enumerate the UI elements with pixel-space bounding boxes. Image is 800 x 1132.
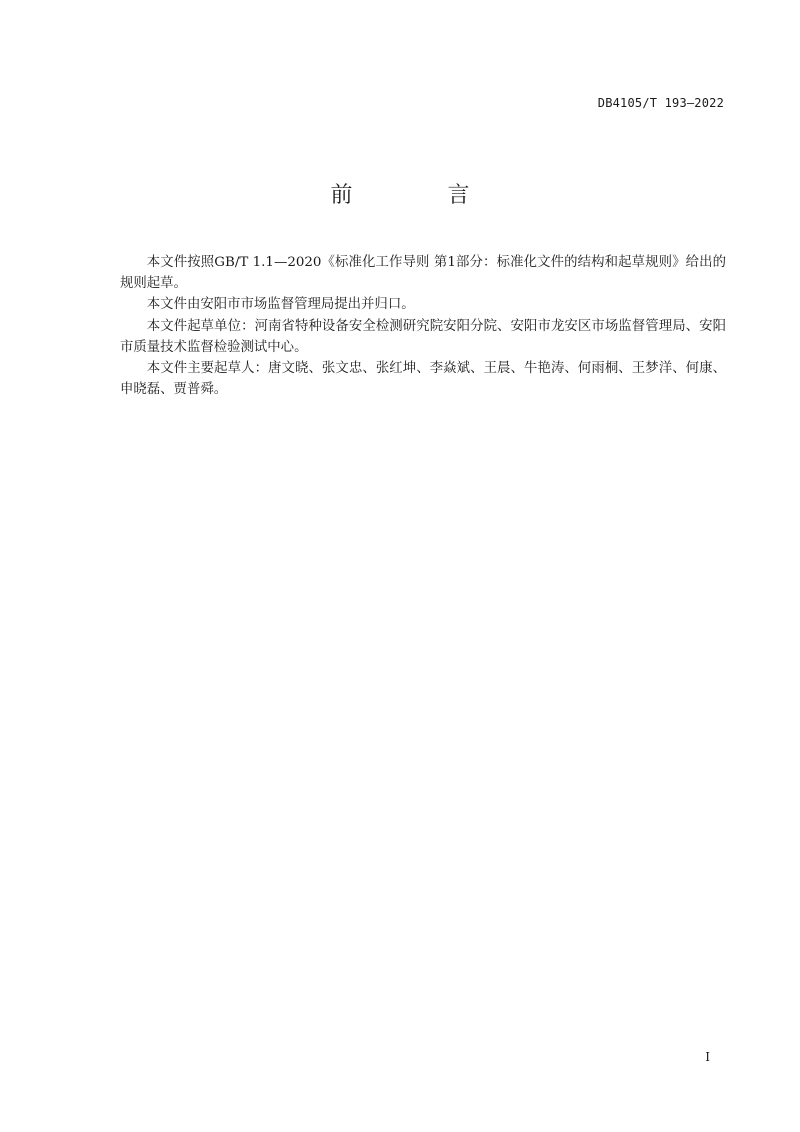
paragraph-drafting-units: 本文件起草单位：河南省特种设备安全检测研究院安阳分院、安阳市龙安区市场监督管理局、安阳市质量技术监督检验测试中心。 (120, 318, 726, 355)
paragraph-proposer: 本文件由安阳市市场监督管理局提出并归口。 (146, 297, 415, 313)
foreword-body (120, 252, 726, 400)
paragraph-drafting-rules: 本文件按照GB/T 1.1—2020《标准化工作导则 第1部分：标准化文件的结构和起草规则》给出的规则起草。 (120, 255, 726, 292)
paragraph-drafters: 本文件主要起草人：唐文晓、张文忠、张红坤、李焱斌、王晨、牛艳涛、何雨桐、王梦洋、何康、申晓磊、贾普舜。 (120, 361, 726, 398)
page-title: 前 言 (330, 183, 514, 208)
document-code: DB4105/T 193—2022 (597, 96, 724, 110)
page-number: I (705, 1050, 710, 1064)
